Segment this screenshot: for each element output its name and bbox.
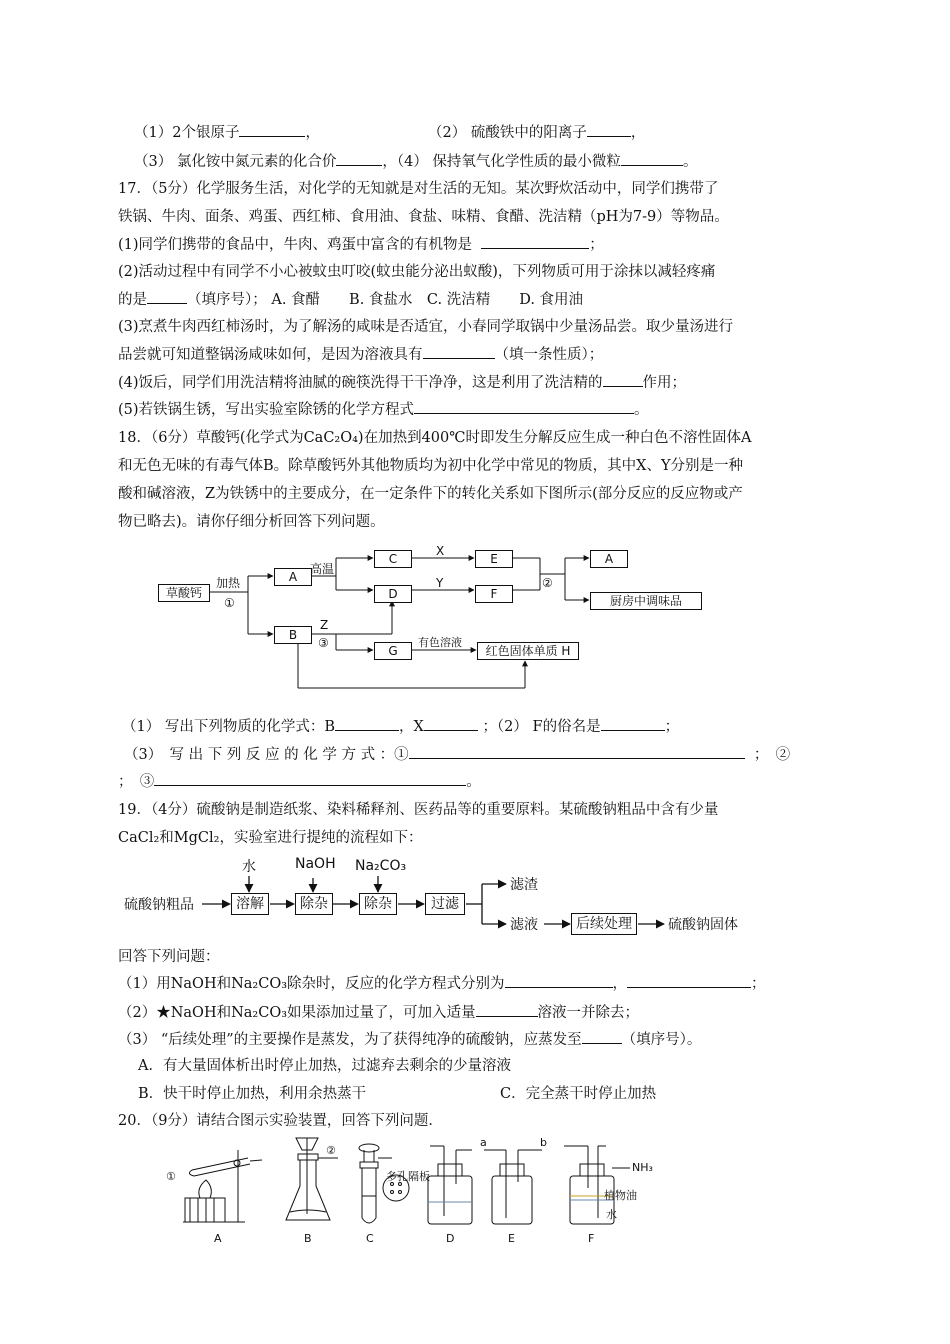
apparatus-E	[484, 1150, 542, 1224]
node-A-product: A	[590, 550, 628, 568]
label-circle-2: ②	[326, 1144, 336, 1157]
q17-line1: 17．（5分）化学服务生活，对化学的无知就是对生活的无知。某次野炊活动中，同学们携带了	[118, 181, 719, 197]
label-sodium-sulfate-solid: 硫酸钠固体	[668, 917, 738, 933]
label-tube-b: b	[540, 1136, 547, 1149]
label-residue: 滤渣	[510, 877, 538, 893]
label-apparatus-D: D	[446, 1232, 455, 1245]
node-F: F	[475, 585, 513, 603]
label-filtrate: 滤液	[510, 917, 538, 933]
label-apparatus-E: E	[508, 1232, 515, 1245]
node-D: D	[374, 585, 412, 603]
q18-line2: 和无色无味的有毒气体B。除草酸钙外其他物质均为初中化学中常见的物质，其中X、Y分别是一种	[118, 458, 744, 474]
label-water: 水	[606, 1208, 617, 1221]
label-vegetable-oil: 植物油	[604, 1189, 637, 1202]
q19-line1: 19．（4分）硫酸钠是制造纸浆、染料稀释剂、医药品等的重要原料。某硫酸钠粗品中含有少量	[118, 802, 719, 818]
label-colored-solution: 有色溶液	[418, 636, 462, 649]
label-reaction-3: ③	[318, 636, 329, 650]
q19-answer1: （1）用NaOH和Na₂CO₃除杂时，反应的化学方程式分别为 ， ；	[118, 973, 766, 994]
node-C: C	[374, 550, 412, 568]
q17-line9: (5)若铁锅生锈，写出实验室除锈的化学方程式 。	[118, 399, 649, 420]
label-naoh: NaOH	[295, 856, 336, 872]
label-crude-sodium-sulfate: 硫酸钠粗品	[124, 897, 194, 913]
node-E: E	[475, 550, 513, 568]
q17-line7: 品尝就可知道整锅汤咸味如何，是因为溶液具有 （填一条性质）；	[118, 344, 603, 365]
label-Z: Z	[320, 618, 329, 632]
q19-line2: CaCl₂和MgCl₂，实验室进行提纯的流程如下：	[118, 830, 423, 846]
step-filter: 过滤	[425, 893, 465, 915]
q17-line2: 铁锅、牛肉、面条、鸡蛋、西红柿、食用油、食盐、味精、食醋、洗洁精（pH为7-9）等物品。	[118, 209, 729, 225]
q17-line8: (4)饭后，同学们用洗洁精将油腻的碗筷洗得干干净净，这是利用了洗洁精的 作用；	[118, 372, 686, 393]
label-tube-a: a	[480, 1136, 487, 1149]
q19-answer2: （2）★NaOH和Na₂CO₃如果添加过量了，可加入适量 溶液一并除去；	[118, 1002, 639, 1023]
q19-option-B: B．快干时停止加热，利用余热蒸干	[138, 1086, 367, 1102]
label-X: X	[436, 544, 445, 558]
q18-answer2: （3） 写 出 下 列 反 应 的 化 学 方 式 ：① ； ②	[124, 744, 790, 765]
q18-line4: 物已略去)。请你仔细分析回答下列问题。	[118, 514, 385, 530]
label-apparatus-B: B	[304, 1232, 312, 1245]
node-A: A	[274, 568, 312, 586]
node-calcium-oxalate: 草酸钙	[158, 584, 210, 602]
label-apparatus-A: A	[214, 1232, 222, 1245]
q18-answer1: （1） 写出下列物质的化学式：B ，X ；（2） F的俗名是 ；	[122, 716, 679, 737]
q16-line1: （1）2个银原子 ，	[134, 122, 320, 143]
label-apparatus-F: F	[588, 1232, 595, 1245]
q18-line1: 18．（6分）草酸钙(化学式为CaC₂O₄)在加热到400℃时即发生分解反应生成一种白色不溶性固体A	[118, 430, 752, 446]
q16-line2: （3） 氯化铵中氮元素的化合价 ，（4） 保持氧气化学性质的最小微粒 。	[134, 151, 697, 172]
q17-line5: 的是 （填序号）； A. 食醋 B. 食盐水 C. 洗洁精 D. 食用油	[118, 289, 583, 310]
q17-line6: (3)烹煮牛肉西红柿汤时，为了解汤的咸味是否适宜，小春同学取锅中少量汤品尝。取少量汤进行	[118, 319, 734, 335]
q20-line1: 20．（9分）请结合图示实验装置，回答下列问题．	[118, 1113, 443, 1129]
q19-option-A: A．有大量固体析出时停止加热，过滤弃去剩余的少量溶液	[138, 1058, 511, 1074]
label-Y: Y	[436, 576, 444, 590]
label-circle-1: ①	[166, 1170, 176, 1183]
q19-answer-intro: 回答下列问题：	[118, 949, 220, 965]
label-apparatus-C: C	[366, 1232, 374, 1245]
apparatus-F	[564, 1146, 630, 1224]
node-red-solid-H: 红色固体单质 H	[477, 642, 579, 660]
q17-line4: (2)活动过程中有同学不小心被蚊虫叮咬(蚊虫能分泌出蚁酸)，下列物质可用于涂抹以减轻疼痛	[118, 264, 716, 280]
q19-answer3: （3） “后续处理”的主要操作是蒸发，为了获得纯净的硫酸钠，应蒸发至 （填序号）。	[118, 1029, 701, 1050]
step-dissolve: 溶解	[231, 893, 269, 915]
step-post-processing: 后续处理	[571, 913, 637, 935]
node-B: B	[274, 626, 312, 644]
label-nh3: NH₃	[632, 1161, 653, 1174]
q19-option-C: C．完全蒸干时停止加热	[500, 1086, 657, 1102]
q18-answer3: ； ③ 。	[118, 771, 481, 792]
step-remove-impurity-1: 除杂	[295, 893, 333, 915]
q17-line3: (1)同学们携带的食品中，牛肉、鸡蛋中富含的有机物是 ；	[118, 234, 604, 255]
apparatus-A	[183, 1150, 262, 1222]
step-remove-impurity-2: 除杂	[359, 893, 397, 915]
q16-line1b: （2） 硫酸铁中的阳离子 ，	[428, 122, 645, 143]
label-high-temp: 高温	[310, 562, 335, 576]
label-na2co3: Na₂CO₃	[355, 858, 407, 874]
q18-line3: 酸和碱溶液，Z为铁锈中的主要成分，在一定条件下的转化关系如下图所示(部分反应的反应物或产	[118, 486, 743, 502]
node-G: G	[374, 642, 412, 660]
apparatus-D	[428, 1146, 472, 1224]
label-water: 水	[242, 859, 256, 875]
label-heat: 加热	[216, 576, 241, 590]
label-reaction-1: ①	[224, 596, 235, 610]
label-reaction-2: ②	[542, 576, 553, 590]
node-kitchen-seasoning: 厨房中调味品	[590, 592, 702, 610]
label-porous-plate: 多孔隔板	[386, 1170, 430, 1183]
